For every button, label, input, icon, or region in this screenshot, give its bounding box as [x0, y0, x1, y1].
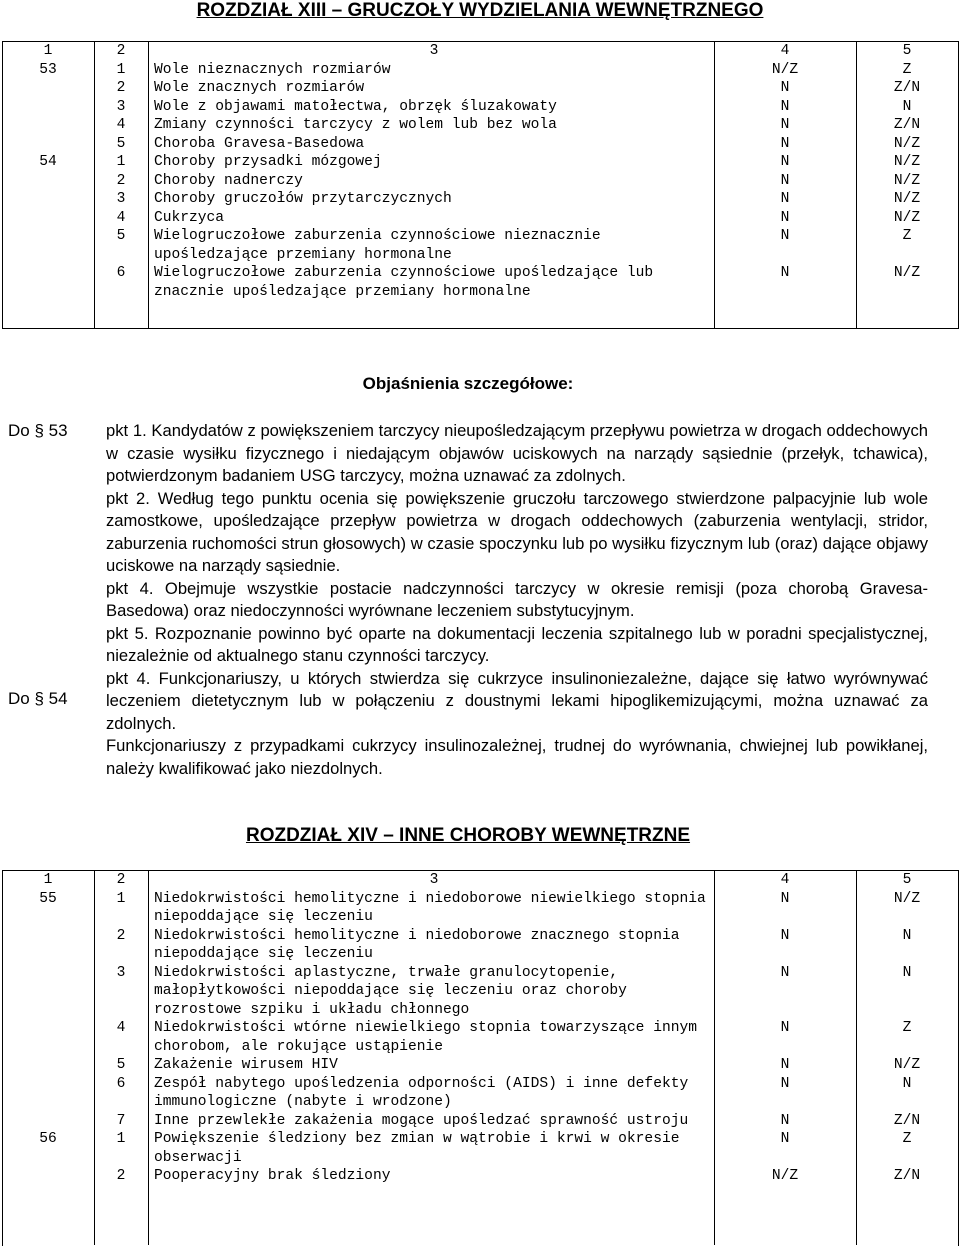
- table-header-row: [2, 871, 958, 890]
- table-row: [2, 964, 958, 1020]
- category-col5-cell: Z: [902, 1131, 912, 1147]
- point-number-cell: 1: [116, 61, 126, 78]
- paragraph-text: Rozpoznanie powinno być oparte na dokumentacji leczenia szpitalnego lub w poradni specjalistycznej, niezależnie od aktualnego stanu czynności tarczycy.: [106, 623, 929, 665]
- description-cell: Powiększenie śledziony bez zmian w wątrobie i krwi w okresie obserwacji: [154, 1131, 680, 1166]
- category-col5-cell: Z/N: [893, 1168, 921, 1184]
- point-number-cell: 3: [116, 98, 126, 115]
- header-cell: 2: [116, 872, 126, 888]
- category-col5-cell: N/Z: [893, 209, 921, 226]
- paragraph-number-cell: [2, 927, 94, 964]
- paragraph-number-cell: 54: [39, 154, 57, 170]
- description-cell: Inne przewlekłe zakażenia mogące upośledzać sprawność ustroju: [154, 1112, 689, 1129]
- category-col4-cell: N: [780, 191, 790, 207]
- table-row: [2, 61, 958, 80]
- table-row: [2, 1112, 958, 1131]
- table-row: [2, 190, 958, 209]
- point-number-cell: 5: [116, 135, 126, 152]
- description-cell: Zmiany czynności tarczycy z wolem lub bez wola: [154, 117, 557, 133]
- description-cell: Niedokrwistości aplastyczne, trwałe granulocytopenie, małopłytkowości niepoddające się leczeniu oraz choroby rozrostowe szpiku i układu chłonnego: [154, 964, 627, 1018]
- point-number-cell: 3: [116, 191, 126, 207]
- description-cell: Cukrzyca: [154, 209, 225, 226]
- table-row: [2, 172, 958, 191]
- header-cell: 3: [429, 43, 439, 59]
- description-cell: Wole z objawami matołectwa, obrzęk śluzakowaty: [154, 98, 557, 115]
- paragraph: [106, 623, 928, 668]
- paragraph: [106, 420, 928, 488]
- paragraph: [106, 735, 928, 780]
- header-cell: 5: [902, 43, 912, 59]
- category-col4-cell: N: [780, 265, 790, 281]
- point-label: pkt 2.: [106, 488, 150, 508]
- table-row: [2, 1075, 958, 1112]
- category-col4-cell: N: [780, 964, 790, 981]
- category-col5-cell: Z: [902, 228, 912, 244]
- point-number-cell: 4: [116, 117, 126, 133]
- description-cell: Niedokrwistości hemolityczne i niedoborowe niewielkiego stopnia niepoddające się leczeniu: [154, 890, 706, 925]
- description-cell: Pooperacyjny brak śledziony: [154, 1168, 391, 1184]
- table-row: [2, 927, 958, 964]
- category-col5-cell: Z/N: [893, 80, 921, 96]
- paragraph-text: Funkcjonariuszy z przypadkami cukrzycy insulinozależnej, trudnej do wyrównania, chwiejnej lub powikłanej, należy kwalifikować jako niezdolnych.: [106, 736, 928, 778]
- paragraph: [106, 488, 928, 578]
- table-row: [2, 1019, 958, 1056]
- category-col4-cell: N: [780, 1075, 790, 1092]
- category-col5-cell: N: [902, 1075, 912, 1092]
- table-row: [2, 98, 958, 117]
- description-cell: Niedokrwistości wtórne niewielkiego stopnia towarzyszące innym chorobom, ale rokujące ustąpienie: [154, 1020, 697, 1055]
- point-number-cell: 6: [116, 265, 126, 281]
- paragraph: [106, 668, 928, 736]
- table-row: [2, 264, 958, 301]
- paragraph-number-cell: [2, 79, 94, 98]
- category-col4-cell: N: [780, 890, 790, 907]
- category-col4-cell: N: [780, 154, 790, 170]
- point-number-cell: 5: [116, 1057, 126, 1073]
- category-col5-cell: Z/N: [893, 117, 921, 133]
- paragraph-number-cell: [2, 98, 94, 117]
- chapter-14-title: ROZDZIAŁ XIV – INNE CHOROBY WEWNĘTRZNE: [245, 825, 691, 846]
- category-col4-cell: N: [780, 98, 790, 115]
- point-number-cell: 1: [116, 1131, 126, 1147]
- description-cell: Zespół nabytego upośledzenia odporności (AIDS) i inne defekty immunologiczne (nabyte i wrodzone): [154, 1075, 689, 1110]
- category-col4-cell: N: [780, 1020, 790, 1036]
- header-cell: 2: [116, 43, 126, 59]
- point-number-cell: 7: [116, 1112, 126, 1129]
- paragraph-number-cell: 53: [39, 61, 57, 78]
- paragraph-text: Kandydatów z powiększeniem tarczycy nieupośledzającym przepływu powietrza w drogach oddechowych w czasie wysiłku fizycznego i niedającym objawów uciskowych na narządy sąsiednie (przełyk, tchawica), potwierdzonym badaniem USG tarczycy, można uznawać za zdolnych.: [106, 421, 928, 485]
- paragraph-text: Obejmuje wszystkie postacie nadczynności tarczycy w okresie remisji (poza chorobą Gravesa-Basedowa) oraz niedoczynności wyrównane leczeniem substytucyjnym.: [106, 578, 928, 620]
- header-cell: 5: [902, 872, 912, 888]
- paragraph-number-cell: [2, 1056, 94, 1075]
- category-col5-cell: N/Z: [893, 172, 921, 189]
- table-row: [2, 116, 958, 135]
- paragraph-number-cell: 56: [39, 1131, 57, 1147]
- table-row: [2, 1130, 958, 1167]
- paragraph-text: Funkcjonariuszy, u których stwierdza się cukrzyce insulinoniezależne, dające się łatwo wyrównywać leczeniem dietetycznym lub w połączeniu z doustnymi lekami hipoglikemizującymi, można uznawać za zdolnych.: [106, 668, 928, 733]
- explanations-body: [106, 420, 928, 780]
- description-cell: Wielogruczołowe zaburzenia czynnościowe nieznacznie upośledzające przemiany hormonalne: [154, 228, 601, 263]
- table-row: [2, 153, 958, 172]
- point-number-cell: 2: [116, 927, 126, 944]
- paragraph-number-cell: [2, 264, 94, 301]
- category-col4-cell: N: [780, 209, 790, 226]
- category-col5-cell: N/Z: [893, 890, 921, 907]
- section-54-label: Do § 54: [8, 689, 68, 708]
- paragraph-number-cell: [2, 135, 94, 154]
- category-col4-cell: N: [780, 1131, 790, 1147]
- description-cell: Choroby gruczołów przytarczycznych: [154, 191, 452, 207]
- point-number-cell: 3: [116, 964, 126, 981]
- point-number-cell: 6: [116, 1075, 126, 1092]
- table-row: [2, 1167, 958, 1186]
- category-col4-cell: N: [780, 135, 790, 152]
- point-number-cell: 4: [116, 209, 126, 226]
- table-row: [2, 227, 958, 264]
- description-cell: Zakażenie wirusem HIV: [154, 1057, 338, 1073]
- category-col4-cell: N/Z: [771, 61, 799, 78]
- category-col4-cell: N: [780, 117, 790, 133]
- paragraph-number-cell: [2, 1167, 94, 1186]
- paragraph-number-cell: 55: [39, 890, 57, 907]
- paragraph-text: Według tego punktu ocenia się powiększenie gruczołu tarczowego stwierdzone palpacyjnie lub wole zamostkowe, upośledzające przepływ powietrza w drogach oddechowych (zaburzenia wentylacji, stridor, zaburzenia ruchomości strun głosowych) w czasie spoczynku lub po wysiłku fizycznym lub (oraz) dające objawy uciskowe na narządy sąsiednie.: [106, 488, 928, 575]
- point-label: pkt 4.: [106, 668, 151, 688]
- category-col5-cell: N/Z: [893, 135, 921, 152]
- category-col5-cell: N: [902, 964, 912, 981]
- category-col5-cell: Z/N: [893, 1112, 921, 1129]
- table-row: [2, 79, 958, 98]
- table-header-row: [2, 42, 958, 61]
- category-col5-cell: Z: [902, 1020, 912, 1036]
- point-number-cell: 5: [116, 228, 126, 244]
- paragraph-number-cell: [2, 116, 94, 135]
- point-number-cell: 1: [116, 154, 126, 170]
- header-cell: 3: [429, 872, 439, 888]
- point-label: pkt 1.: [106, 421, 147, 440]
- description-cell: Wole znacznych rozmiarów: [154, 80, 365, 96]
- category-col4-cell: N: [780, 228, 790, 244]
- category-col5-cell: N/Z: [893, 154, 921, 170]
- category-col4-cell: N: [780, 927, 790, 944]
- paragraph-number-cell: [2, 1112, 94, 1131]
- category-col4-cell: N: [780, 80, 790, 96]
- table-chapter-14: [2, 871, 958, 1186]
- description-cell: Choroby nadnerczy: [154, 172, 303, 189]
- paragraph-number-cell: [2, 964, 94, 1020]
- category-col5-cell: N: [902, 98, 912, 115]
- header-cell: 4: [780, 872, 790, 888]
- point-number-cell: 2: [116, 1168, 126, 1184]
- description-cell: Wielogruczołowe zaburzenia czynnościowe upośledzające lub znacznie upośledzające przemiany hormonalne: [154, 265, 654, 300]
- point-number-cell: 1: [116, 890, 126, 907]
- header-cell: 4: [780, 43, 790, 59]
- paragraph-number-cell: [2, 190, 94, 209]
- explanations-title: Objaśnienia szczegółowe:: [362, 374, 574, 393]
- category-col5-cell: N/Z: [893, 191, 921, 207]
- category-col4-cell: N/Z: [771, 1168, 799, 1184]
- table-row: [2, 890, 958, 927]
- description-cell: Choroby przysadki mózgowej: [154, 154, 382, 170]
- category-col5-cell: N: [902, 927, 912, 944]
- point-number-cell: 2: [116, 80, 126, 96]
- category-col5-cell: Z: [902, 61, 912, 78]
- category-col4-cell: N: [780, 1112, 790, 1129]
- header-cell: 1: [43, 43, 53, 59]
- point-number-cell: 4: [116, 1020, 126, 1036]
- paragraph-number-cell: [2, 1019, 94, 1056]
- paragraph-number-cell: [2, 1075, 94, 1112]
- point-label: pkt 4.: [106, 578, 154, 598]
- paragraph-number-cell: [2, 172, 94, 191]
- description-cell: Niedokrwistości hemolityczne i niedoborowe znacznego stopnia niepoddające się leczeniu: [154, 927, 680, 962]
- table-row: [2, 135, 958, 154]
- category-col4-cell: N: [780, 172, 790, 189]
- section-53-label: Do § 53: [8, 421, 68, 440]
- table-chapter-13: [2, 42, 958, 301]
- category-col4-cell: N: [780, 1057, 790, 1073]
- point-label: pkt 5.: [106, 623, 149, 643]
- category-col5-cell: N/Z: [893, 1057, 921, 1073]
- header-cell: 1: [43, 872, 53, 888]
- chapter-13-title: ROZDZIAŁ XIII – GRUCZOŁY WYDZIELANIA WEWNĘTRZNEGO: [196, 0, 764, 21]
- paragraph-number-cell: [2, 227, 94, 264]
- table-row: [2, 1056, 958, 1075]
- category-col5-cell: N/Z: [893, 265, 921, 281]
- description-cell: Choroba Gravesa-Basedowa: [154, 135, 365, 152]
- table-row: [2, 209, 958, 228]
- point-number-cell: 2: [116, 172, 126, 189]
- description-cell: Wole nieznacznych rozmiarów: [154, 61, 391, 78]
- paragraph-number-cell: [2, 209, 94, 228]
- paragraph: [106, 578, 928, 623]
